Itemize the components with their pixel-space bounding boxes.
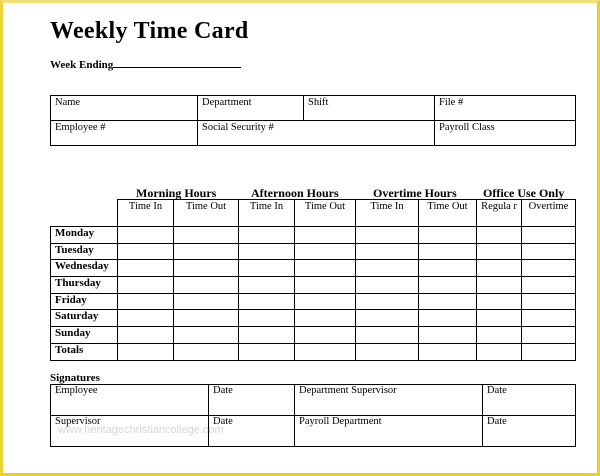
hours-entry-cell[interactable] [295, 260, 356, 277]
name-cell[interactable]: Name [51, 96, 198, 121]
col-header: Time Out [174, 200, 239, 227]
hours-entry-cell[interactable] [174, 327, 239, 344]
day-label: Thursday [51, 277, 118, 294]
morning-hours-header: Morning Hours [136, 186, 217, 200]
table-row [51, 385, 576, 416]
hours-entry-cell[interactable] [477, 277, 522, 294]
hours-entry-cell[interactable] [477, 343, 522, 360]
week-ending-field[interactable] [50, 57, 241, 71]
hours-entry-cell[interactable] [356, 293, 419, 310]
hours-entry-cell[interactable] [522, 343, 576, 360]
hours-entry-cell[interactable] [419, 243, 477, 260]
day-rows [51, 227, 576, 361]
hours-entry-cell[interactable] [174, 227, 239, 244]
day-label: Friday [51, 293, 118, 310]
hours-entry-cell[interactable] [118, 260, 174, 277]
hours-entry-cell[interactable] [419, 327, 477, 344]
hours-entry-cell[interactable] [174, 310, 239, 327]
watermark: www.heritagechristiancollege.com [58, 424, 224, 436]
hours-entry-cell[interactable] [239, 277, 295, 294]
day-label: Saturday [51, 310, 118, 327]
employee-info-table [50, 95, 576, 146]
hours-entry-cell[interactable] [419, 227, 477, 244]
day-label: Wednesday [51, 260, 118, 277]
col-header: Time Out [295, 200, 356, 227]
employee-number-cell[interactable]: Employee # [51, 121, 198, 146]
hours-entry-cell[interactable] [239, 327, 295, 344]
hours-entry-cell[interactable] [295, 343, 356, 360]
hours-entry-cell[interactable] [477, 293, 522, 310]
hours-entry-cell[interactable] [477, 260, 522, 277]
hours-entry-cell[interactable] [356, 260, 419, 277]
hours-entry-cell[interactable] [356, 343, 419, 360]
hours-entry-cell[interactable] [118, 243, 174, 260]
shift-cell[interactable]: Shift [304, 96, 435, 121]
week-ending-line[interactable] [113, 57, 241, 68]
date-cell[interactable]: Date [483, 416, 576, 447]
day-label: Monday [51, 227, 118, 244]
hours-entry-cell[interactable] [174, 293, 239, 310]
hours-entry-cell[interactable] [118, 293, 174, 310]
hours-entry-cell[interactable] [239, 310, 295, 327]
hours-entry-cell[interactable] [356, 277, 419, 294]
corner-cell [51, 200, 118, 227]
hours-entry-cell[interactable] [239, 293, 295, 310]
hours-entry-cell[interactable] [419, 343, 477, 360]
hours-entry-cell[interactable] [419, 277, 477, 294]
hours-entry-cell[interactable] [174, 277, 239, 294]
hours-entry-cell[interactable] [118, 327, 174, 344]
hours-entry-cell[interactable] [477, 227, 522, 244]
hours-entry-cell[interactable] [419, 293, 477, 310]
hours-entry-cell[interactable] [118, 343, 174, 360]
hours-entry-cell[interactable] [356, 243, 419, 260]
day-label: Totals [51, 343, 118, 360]
hours-entry-cell[interactable] [295, 293, 356, 310]
payroll-department-cell[interactable]: Payroll Department [295, 416, 483, 447]
col-header: Time In [118, 200, 174, 227]
afternoon-hours-header: Afternoon Hours [251, 186, 339, 200]
hours-entry-cell[interactable] [522, 227, 576, 244]
supervisor-signature-cell[interactable]: Supervisor [51, 416, 209, 447]
hours-entry-cell[interactable] [118, 227, 174, 244]
hours-entry-cell[interactable] [522, 260, 576, 277]
col-header: Time Out [419, 200, 477, 227]
hours-entry-cell[interactable] [522, 243, 576, 260]
table-row [51, 293, 576, 310]
hours-entry-cell[interactable] [174, 343, 239, 360]
date-cell[interactable]: Date [209, 385, 295, 416]
table-row [51, 343, 576, 360]
day-label: Tuesday [51, 243, 118, 260]
table-row [51, 243, 576, 260]
department-supervisor-cell[interactable]: Department Supervisor [295, 385, 483, 416]
file-number-cell[interactable]: File # [435, 96, 576, 121]
employee-signature-cell[interactable]: Employee [51, 385, 209, 416]
hours-entry-cell[interactable] [295, 310, 356, 327]
table-row [51, 327, 576, 344]
hours-group-headers [0, 186, 600, 200]
hours-entry-cell[interactable] [174, 260, 239, 277]
hours-entry-cell[interactable] [239, 260, 295, 277]
table-row [51, 96, 576, 121]
table-row [51, 310, 576, 327]
hours-entry-cell[interactable] [356, 310, 419, 327]
hours-entry-cell[interactable] [295, 277, 356, 294]
hours-entry-cell[interactable] [118, 277, 174, 294]
office-use-header: Office Use Only [483, 186, 565, 200]
department-cell[interactable]: Department [198, 96, 304, 121]
col-header: Overtime [522, 200, 576, 227]
page-title: Weekly Time Card [50, 18, 249, 44]
col-header: Time In [239, 200, 295, 227]
hours-entry-cell[interactable] [419, 260, 477, 277]
overtime-hours-header: Overtime Hours [373, 186, 457, 200]
hours-entry-cell[interactable] [239, 343, 295, 360]
hours-entry-cell[interactable] [522, 310, 576, 327]
payroll-class-cell[interactable]: Payroll Class [435, 121, 576, 146]
hours-entry-cell[interactable] [522, 293, 576, 310]
hours-entry-cell[interactable] [356, 327, 419, 344]
hours-entry-cell[interactable] [477, 243, 522, 260]
date-cell[interactable]: Date [483, 385, 576, 416]
col-header: Regula r [477, 200, 522, 227]
day-label: Sunday [51, 327, 118, 344]
table-row [51, 260, 576, 277]
signatures-label: Signatures [50, 372, 100, 384]
col-header: Time In [356, 200, 419, 227]
hours-entry-cell[interactable] [239, 227, 295, 244]
table-row [51, 121, 576, 146]
hours-entry-cell[interactable] [295, 327, 356, 344]
hours-table [50, 199, 576, 361]
signatures-table [50, 384, 576, 447]
hours-entry-cell[interactable] [419, 310, 477, 327]
table-row [51, 227, 576, 244]
hours-entry-cell[interactable] [522, 277, 576, 294]
table-row [51, 200, 576, 227]
social-security-cell[interactable]: Social Security # [198, 121, 435, 146]
date-cell[interactable]: Date [209, 416, 295, 447]
hours-entry-cell[interactable] [356, 227, 419, 244]
hours-entry-cell[interactable] [174, 243, 239, 260]
hours-entry-cell[interactable] [477, 327, 522, 344]
hours-entry-cell[interactable] [522, 327, 576, 344]
hours-entry-cell[interactable] [295, 227, 356, 244]
hours-entry-cell[interactable] [239, 243, 295, 260]
hours-entry-cell[interactable] [118, 310, 174, 327]
table-row [51, 277, 576, 294]
week-ending-label: Week Ending [50, 59, 114, 71]
hours-entry-cell[interactable] [295, 243, 356, 260]
hours-entry-cell[interactable] [477, 310, 522, 327]
